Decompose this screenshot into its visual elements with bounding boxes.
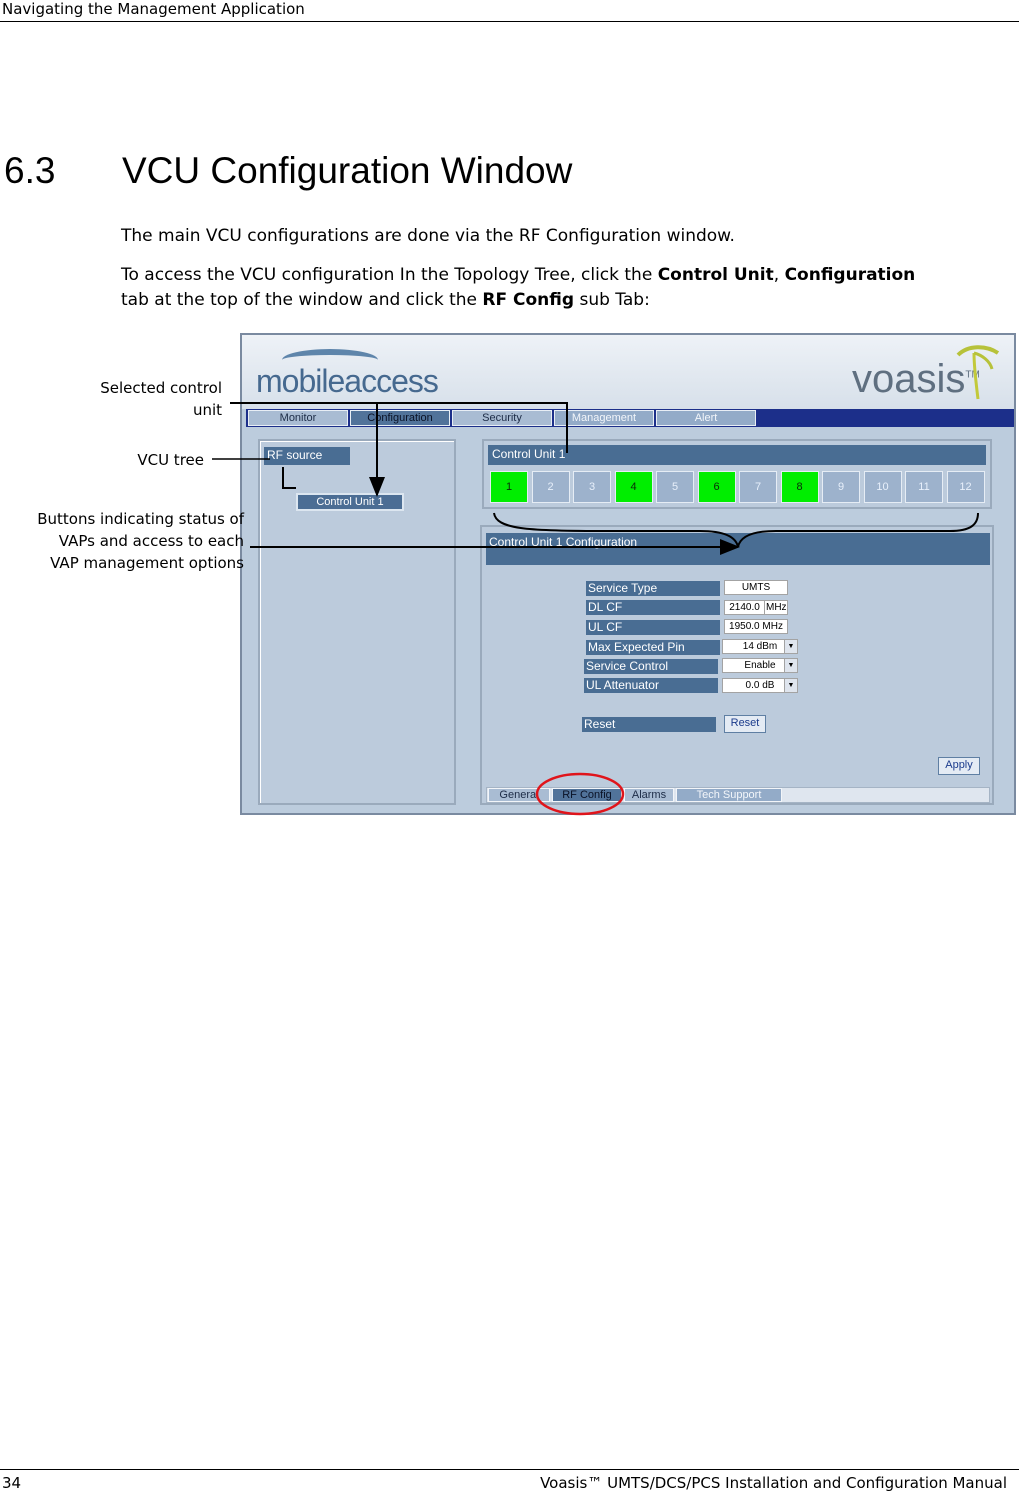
max-expected-pin-value: 14 dBm xyxy=(742,641,778,652)
subtab-tech-support[interactable]: Tech Support xyxy=(676,788,782,802)
ul-cf-label: UL CF xyxy=(586,620,720,635)
running-header-title: Navigating the Management Application xyxy=(2,0,305,18)
trademark-mark: TM xyxy=(965,369,980,381)
subtab-alarms[interactable]: Alarms xyxy=(624,788,674,802)
tab-alert[interactable]: Alert xyxy=(656,410,756,426)
vap-button-7[interactable]: 7 xyxy=(739,471,777,503)
page-footer xyxy=(0,1469,1019,1496)
instruction-text: , xyxy=(773,265,785,285)
vap-button-9[interactable]: 9 xyxy=(822,471,860,503)
subtab-rf-config[interactable]: RF Config xyxy=(552,788,622,802)
vap-button-12[interactable]: 12 xyxy=(947,471,985,503)
rf-config-highlight-circle xyxy=(537,774,623,814)
service-type-label: Service Type xyxy=(586,581,720,596)
vap-button-1[interactable]: 1 xyxy=(490,471,528,503)
tree-root-rf-source[interactable]: RF source xyxy=(264,447,350,465)
callout-line: VAP management options xyxy=(50,554,244,572)
reset-label: Reset xyxy=(582,717,716,732)
section-number: 6.3 xyxy=(4,150,56,191)
chevron-down-icon: ▼ xyxy=(784,679,797,692)
apply-button[interactable]: Apply xyxy=(938,757,980,775)
tab-monitor[interactable]: Monitor xyxy=(248,410,348,426)
page-number: 34 xyxy=(2,1474,22,1492)
mobileaccess-logo: mobileaccess xyxy=(256,363,438,399)
instruction-paragraph xyxy=(121,263,915,313)
vap-button-8[interactable]: 8 xyxy=(781,471,819,503)
configuration-title: Control Unit 1 Configuration xyxy=(486,533,990,565)
reset-button[interactable]: Reset xyxy=(724,715,766,733)
intro-paragraph: The main VCU configurations are done via the RF Configuration window. xyxy=(121,226,735,246)
service-type-value: UMTS xyxy=(724,580,788,595)
vap-button-3[interactable]: 3 xyxy=(573,471,611,503)
max-expected-pin-label: Max Expected Pin xyxy=(586,640,720,655)
ul-attenuator-value: 0.0 dB xyxy=(745,680,775,691)
tab-management[interactable]: Management xyxy=(554,410,654,426)
instruction-term-control-unit: Control Unit xyxy=(657,265,774,285)
chevron-down-icon: ▼ xyxy=(784,659,797,672)
service-control-label: Service Control xyxy=(584,659,718,674)
instruction-text: To access the VCU configuration In the Topology Tree, click the xyxy=(121,265,658,285)
vap-button-4[interactable]: 4 xyxy=(615,471,653,503)
callout-vcu-tree: VCU tree xyxy=(137,451,204,469)
dl-cf-input[interactable]: 2140.0 xyxy=(725,601,765,614)
vap-button-5[interactable]: 5 xyxy=(656,471,694,503)
vap-button-2[interactable]: 2 xyxy=(532,471,570,503)
instruction-text: tab at the top of the window and click the xyxy=(121,290,483,310)
tree-node-control-unit[interactable]: Control Unit 1 xyxy=(296,493,404,511)
callout-line: Selected control xyxy=(100,379,222,397)
section-title: VCU Configuration Window xyxy=(122,150,573,191)
subtab-general[interactable]: General xyxy=(488,788,550,802)
voasis-logo-text: voasis xyxy=(852,357,966,401)
vap-button-6[interactable]: 6 xyxy=(698,471,736,503)
callout-arrows xyxy=(0,325,1019,825)
instruction-text: sub Tab: xyxy=(574,290,650,310)
tab-security[interactable]: Security xyxy=(452,410,552,426)
chevron-down-icon: ▼ xyxy=(784,640,797,653)
callout-line: Buttons indicating status of xyxy=(37,510,244,528)
ul-attenuator-label: UL Attenuator xyxy=(584,678,718,693)
callout-line: VAPs and access to each xyxy=(58,532,244,550)
instruction-term-configuration: Configuration xyxy=(784,265,916,285)
running-header xyxy=(0,0,1019,22)
section-heading xyxy=(4,150,572,192)
tab-configuration[interactable]: Configuration xyxy=(350,410,450,426)
callout-line: unit xyxy=(192,401,222,419)
instruction-term-rf-config: RF Config xyxy=(482,290,575,310)
dl-cf-unit: MHz xyxy=(766,602,787,613)
control-unit-title: Control Unit 1 xyxy=(488,445,986,465)
ul-cf-value: 1950.0 MHz xyxy=(724,619,788,634)
figure xyxy=(0,325,1019,825)
vap-button-10[interactable]: 10 xyxy=(864,471,902,503)
manual-title: Voasis™ UMTS/DCS/PCS Installation and Configuration Manual xyxy=(540,1474,1007,1492)
vap-button-11[interactable]: 11 xyxy=(905,471,943,503)
dl-cf-label: DL CF xyxy=(586,600,720,615)
service-control-value: Enable xyxy=(744,660,776,671)
